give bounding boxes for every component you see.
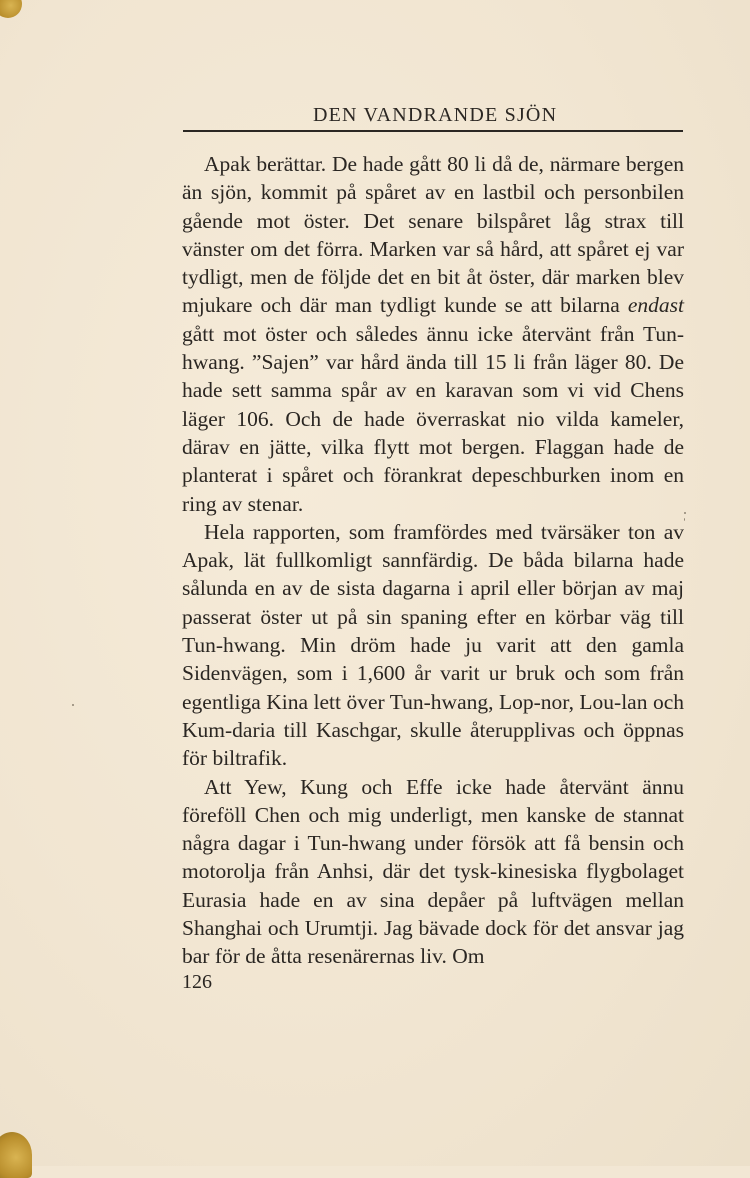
- paragraph-1-part-2: gått mot öster och således ännu icke återvänt från Tun-hwang. ”Sajen” var hård ända till 15 li från läger 80. De hade sett samma spår av en karavan som vi vid Chens läger 106. Och de hade överraskat nio vilda kameler, därav en jätte, vilka flytt mot bergen. Flaggan hade de planterat i spåret och förankrat depeschburken inom en ring av stenar.: [182, 321, 684, 516]
- header-rule: [183, 130, 683, 132]
- paper-speck: [684, 512, 686, 514]
- page-number: 126: [182, 971, 212, 993]
- paragraph-2: Hela rapporten, som framfördes med tvärsäker ton av Apak, lät fullkomligt sannfärdig. De båda bilarna hade sålunda en av de sista dagarna i april eller början av maj passerat öster ut på sin spaning efter en körbar väg till Tun-hwang. Min dröm hade ju varit att den gamla Sidenvägen, som i 1,600 år varit ur bruk och som från egentliga Kina lett över Tun-hwang, Lop-nor, Lou-lan och Kum-daria till Kaschgar, skulle återupplivas och öppnas för biltrafik.: [182, 519, 684, 771]
- paper-speck: [684, 518, 685, 521]
- paragraph-1: [182, 150, 684, 518]
- paragraph-3: Att Yew, Kung och Effe icke hade återvänt ännu föreföll Chen och mig underligt, men kanske de stannat några dagar i Tun-hwang under försök att få bensin och motorolja från Anhsi, där det tysk-kinesiska flygbolaget Eurasia hade en av sina depåer på luftvägen mellan Shanghai och Urumtji. Jag bävade dock för det ansvar jag bar för de åtta resenärernas liv. Om: [182, 774, 684, 969]
- page-corner-stain-bottom: [0, 1132, 32, 1178]
- paper-speck: [72, 704, 74, 706]
- body-text: [182, 150, 684, 971]
- running-title: DEN VANDRANDE SJÖN: [313, 104, 558, 126]
- paragraph-1-part-1: Apak berättar. De hade gått 80 li då de, närmare bergen än sjön, kommit på spåret av en lastbil och personbilen gående mot öster. Det senare bilspåret låg strax till vänster om det förra. Marken var så hård, att spåret ej var tydligt, men de följde det en bit åt öster, där marken blev mjukare och där man tydligt kunde se att bilarna: [182, 152, 684, 318]
- running-head: [183, 100, 683, 140]
- page-corner-stain-top: [0, 0, 22, 18]
- emphasis-endast: endast: [627, 293, 684, 318]
